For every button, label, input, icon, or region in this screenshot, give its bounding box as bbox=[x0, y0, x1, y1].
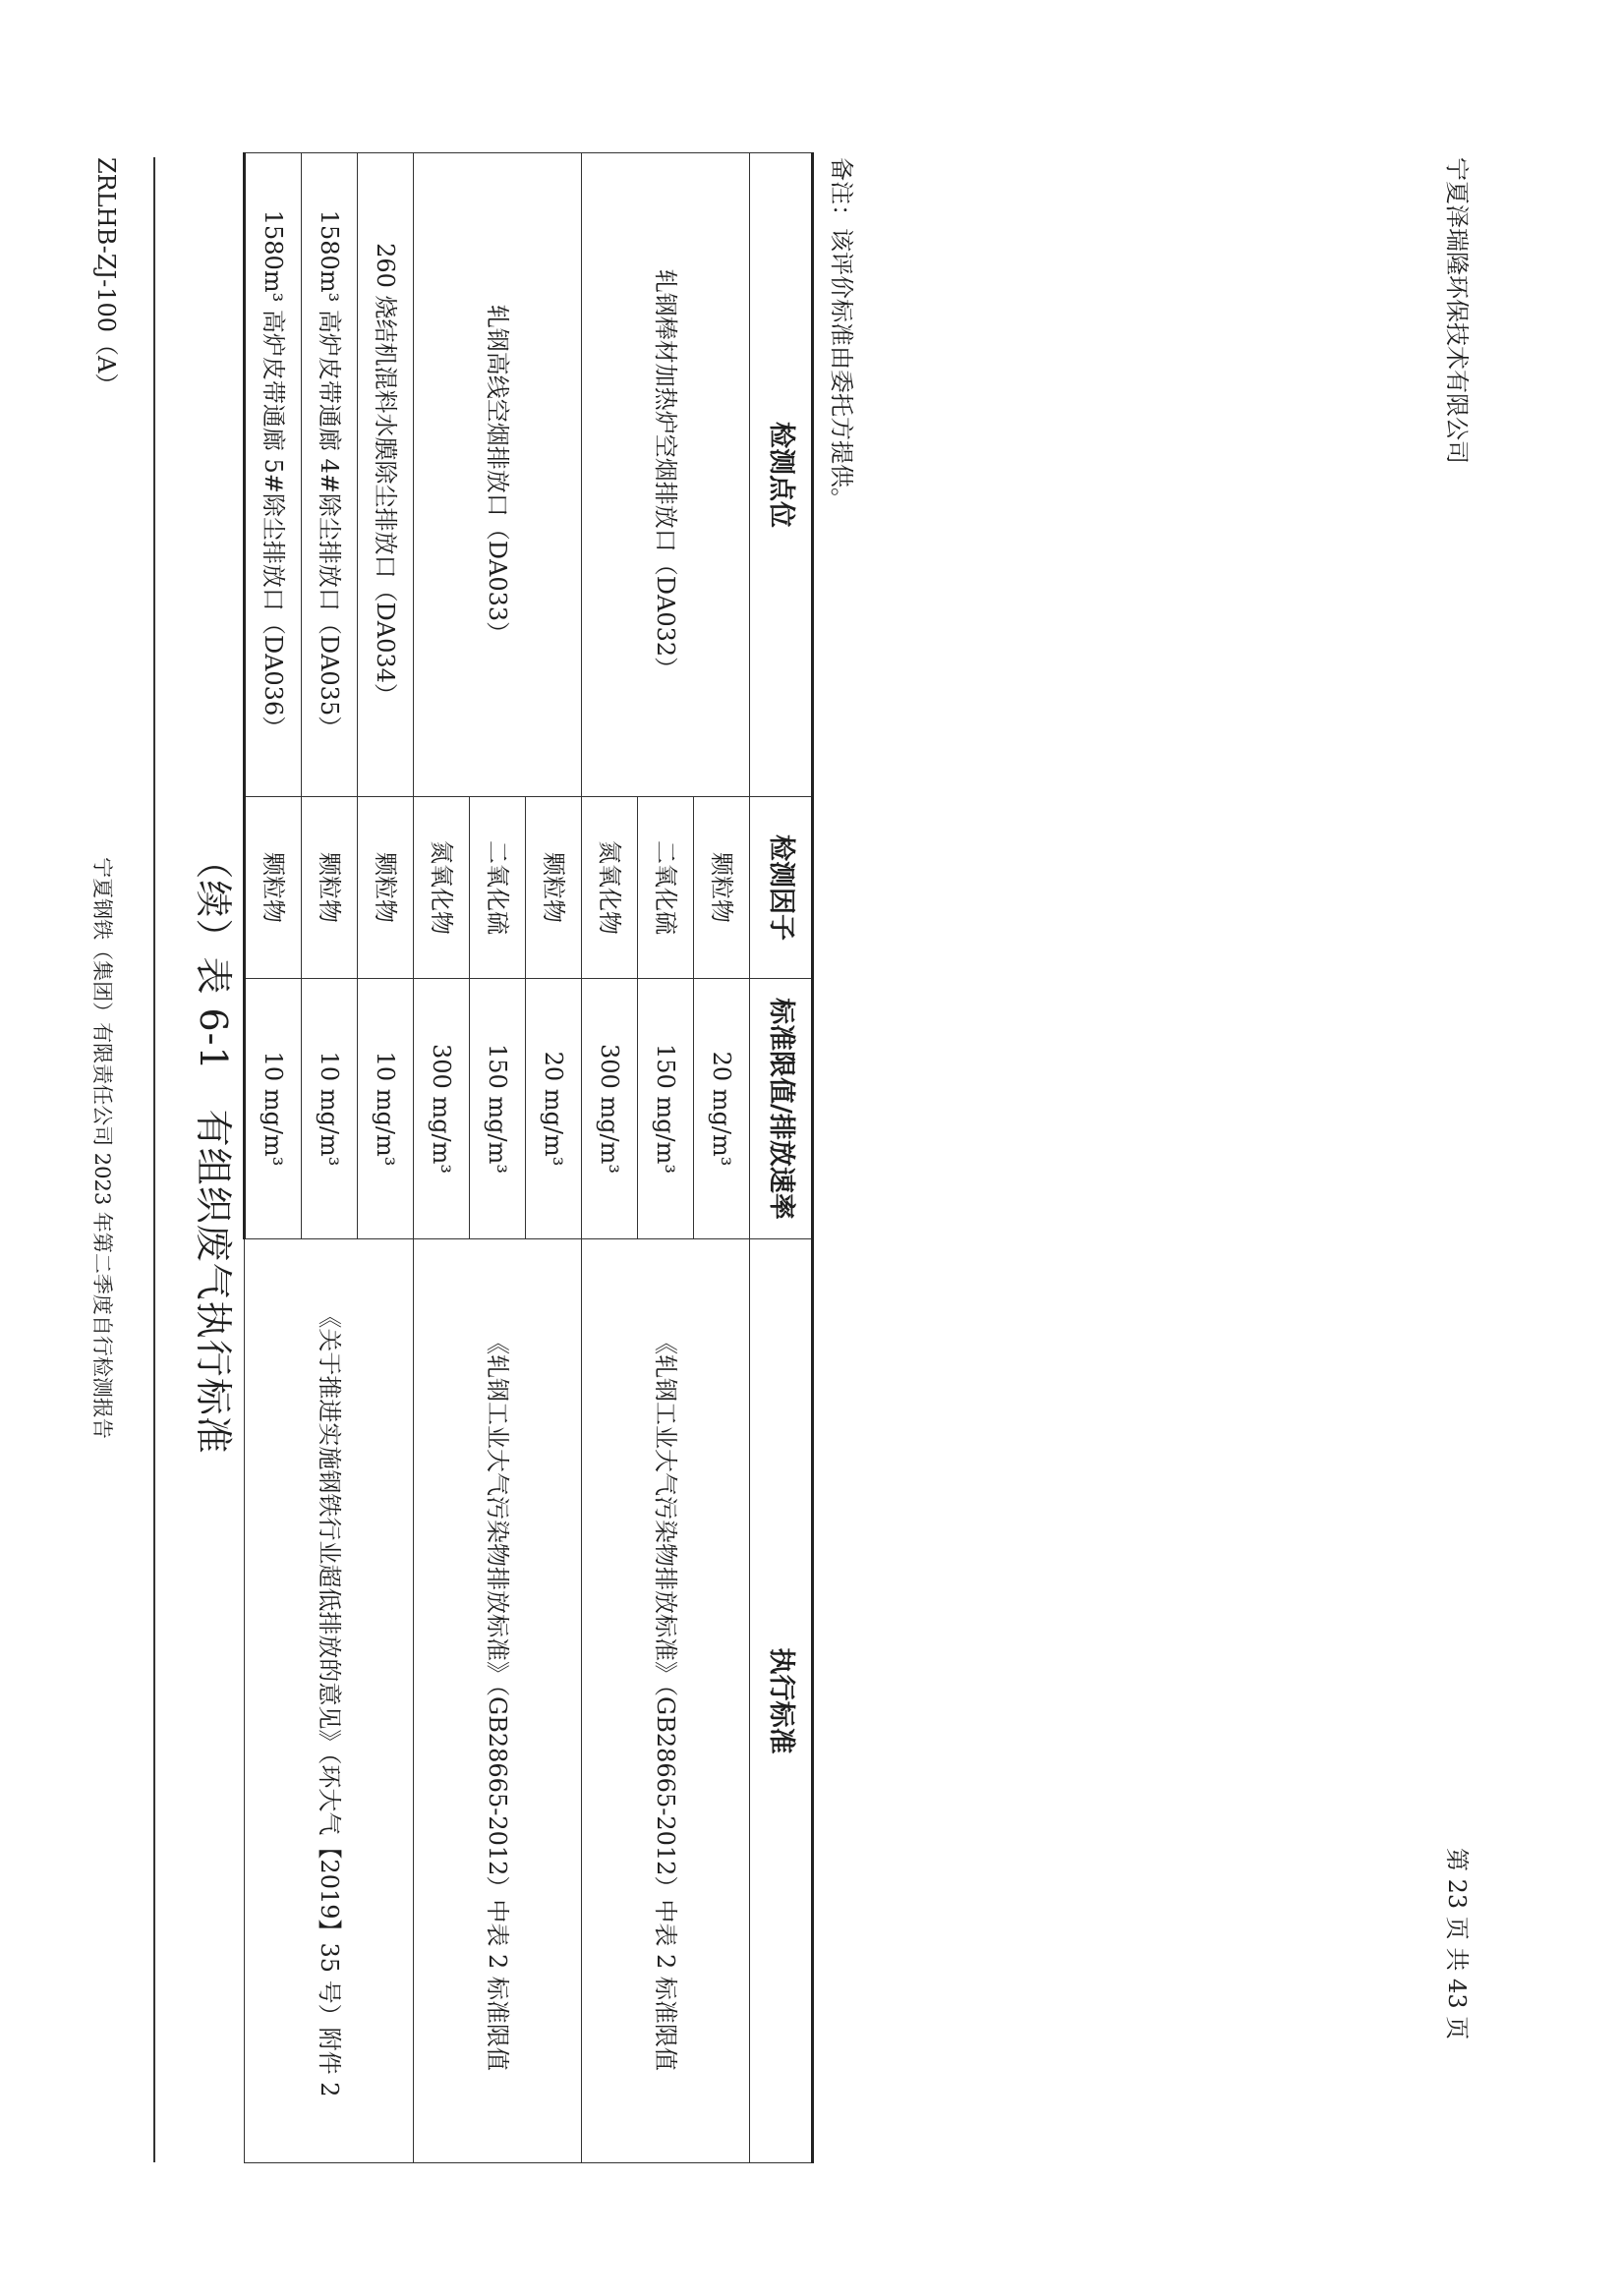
emission-standard-table bbox=[243, 152, 814, 2163]
detection-factor: 颗粒物 bbox=[358, 797, 414, 979]
monitoring-point: 260 烧结机混料水膜除尘排放口（DA034） bbox=[358, 153, 414, 797]
column-header: 执行标准 bbox=[750, 1239, 813, 2163]
table-note: 备注：该评价标准由委托方提供。 bbox=[828, 157, 855, 511]
monitoring-point: 1580m³ 高炉皮带通廊 4#除尘排放口（DA035） bbox=[302, 153, 358, 797]
document-code: ZRLHB-ZJ-100（A） bbox=[92, 157, 120, 397]
limit-value: 150 mg/m³ bbox=[638, 979, 694, 1239]
execution-standard: 《关于推进实施钢铁行业超低排放的意见》（环大气【2019】35 号）附件 2 bbox=[245, 1239, 414, 2163]
detection-factor: 氮氧化物 bbox=[582, 797, 638, 979]
execution-standard: 《轧钢工业大气污染物排放标准》（GB28665-2012）中表 2 标准限值 bbox=[582, 1239, 750, 2163]
execution-standard: 《轧钢工业大气污染物排放标准》（GB28665-2012）中表 2 标准限值 bbox=[414, 1239, 582, 2163]
monitoring-point: 轧钢高线空烟排放口（DA033） bbox=[414, 153, 582, 797]
limit-value: 20 mg/m³ bbox=[694, 979, 750, 1239]
detection-factor: 颗粒物 bbox=[526, 797, 582, 979]
limit-value: 150 mg/m³ bbox=[470, 979, 526, 1239]
column-header: 检测点位 bbox=[750, 153, 813, 797]
limit-value: 300 mg/m³ bbox=[582, 979, 638, 1239]
detection-factor: 颗粒物 bbox=[694, 797, 750, 979]
header-rule bbox=[153, 157, 155, 2162]
table-row bbox=[526, 153, 582, 2163]
page-number: 第 23 页 共 43 页 bbox=[1443, 1848, 1471, 2040]
table-title: （续）表 6-1 有组织废气执行标准 bbox=[192, 841, 235, 1455]
table-row bbox=[694, 153, 750, 2163]
limit-value: 300 mg/m³ bbox=[414, 979, 470, 1239]
detection-factor: 氮氧化物 bbox=[414, 797, 470, 979]
limit-value: 10 mg/m³ bbox=[245, 979, 302, 1239]
column-header: 标准限值/排放速率 bbox=[750, 979, 813, 1239]
limit-value: 10 mg/m³ bbox=[302, 979, 358, 1239]
limit-value: 20 mg/m³ bbox=[526, 979, 582, 1239]
report-title: 宁夏钢铁（集团）有限责任公司 2023 年第二季度自行检测报告 bbox=[90, 857, 114, 1439]
monitoring-point: 1580m³ 高炉皮带通廊 5#除尘排放口（DA036） bbox=[245, 153, 302, 797]
limit-value: 10 mg/m³ bbox=[358, 979, 414, 1239]
company-name: 宁夏泽瑞隆环保技术有限公司 bbox=[1443, 157, 1471, 464]
detection-factor: 二氧化硫 bbox=[470, 797, 526, 979]
column-header: 检测因子 bbox=[750, 797, 813, 979]
table-row bbox=[358, 153, 414, 2163]
detection-factor: 颗粒物 bbox=[302, 797, 358, 979]
monitoring-point: 轧钢棒材加热炉空烟排放口（DA032） bbox=[582, 153, 750, 797]
detection-factor: 二氧化硫 bbox=[638, 797, 694, 979]
table-header-row bbox=[750, 153, 813, 2163]
detection-factor: 颗粒物 bbox=[245, 797, 302, 979]
